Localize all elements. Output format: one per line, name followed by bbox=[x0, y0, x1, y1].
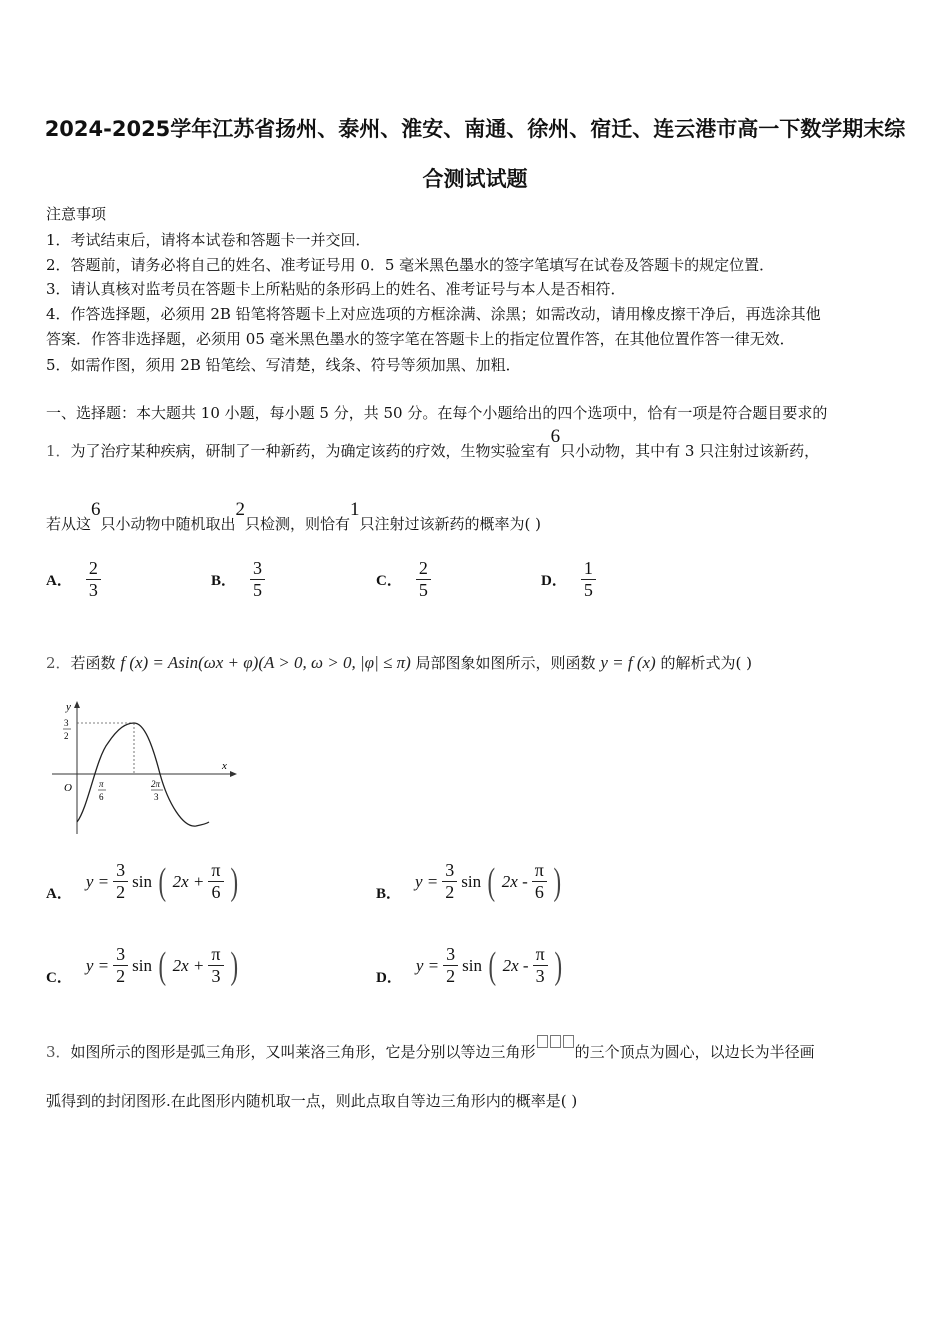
option-formula: y = $\frac{3}{2}$ sin ( 2x - $\frac{\pi}{3}$ ) bbox=[415, 944, 562, 987]
question-text: 局部图象如图所示，则函数 bbox=[415, 654, 596, 672]
math-number: 2 bbox=[235, 499, 246, 520]
notice-item: 5．如需作图，须用 2B 铅笔绘、写清楚，线条、符号等须加黑、加粗． bbox=[46, 356, 521, 374]
x-tick1-num: π bbox=[99, 779, 104, 789]
question-text: 为了治疗某种疾病，研制了一种新药，为确定该药的疗效，生物实验室有 bbox=[70, 442, 551, 460]
option-label: D． bbox=[376, 970, 402, 986]
question-text: 的解析式为( ) bbox=[660, 654, 752, 672]
y-tick-num: 3 bbox=[64, 718, 69, 728]
notice-heading: 注意事项 bbox=[46, 205, 107, 223]
fraction: $\frac{2}{5}$ bbox=[416, 558, 431, 601]
notice-item: 答案．作答非选择题，必须用 05 毫米黑色墨水的签字笔在答题卡上的指定位置作答，在其他位置作答一律无效． bbox=[46, 330, 795, 348]
option-formula: y = $\frac{3}{2}$ sin ( 2x + $\frac{\pi}{6}$ ) bbox=[85, 860, 238, 903]
option-label: D． bbox=[541, 573, 567, 589]
notice-item: 4．作答选择题，必须用 2B 铅笔将答题卡上对应选项的方框涂满、涂黑；如需改动，请用橡皮擦干净后，再选涂其他 bbox=[46, 305, 821, 323]
question-text: 的三个顶点为圆心，以边长为半径画 bbox=[574, 1043, 815, 1061]
option-label: C． bbox=[46, 970, 72, 986]
question-text: 只检测，则恰有 bbox=[245, 515, 351, 533]
option-label: B． bbox=[211, 573, 237, 589]
question-3-line2: 弧得到的封闭图形.在此图形内随机取一点，则此点取自等边三角形内的概率是( ) bbox=[46, 1092, 578, 1110]
function-expression: y = f (x) bbox=[600, 653, 656, 672]
sine-graph bbox=[48, 698, 248, 838]
question-1-line2 bbox=[46, 499, 542, 535]
y-axis-label: y bbox=[66, 701, 71, 713]
origin-label: O bbox=[64, 782, 72, 794]
y-tick-den: 2 bbox=[64, 731, 69, 741]
page-title-line1: 2024-2025学年江苏省扬州、泰州、淮安、南通、徐州、宿迁、连云港市高一下数学期末综 bbox=[44, 117, 906, 141]
question-text: 只小动物，其中有 3 只注射过该新药， bbox=[560, 442, 820, 460]
x-axis-arrow bbox=[230, 771, 237, 777]
math-number: 6 bbox=[550, 426, 561, 447]
fraction: $\frac{2}{3}$ bbox=[86, 558, 101, 601]
q2-option-a[interactable] bbox=[46, 860, 240, 903]
fraction: $\frac{3}{5}$ bbox=[250, 558, 265, 601]
q1-option-b[interactable] bbox=[211, 558, 265, 601]
q1-option-d[interactable] bbox=[541, 558, 596, 601]
page-title-line2: 合测试试题 bbox=[422, 167, 528, 191]
x-tick2-den: 3 bbox=[154, 792, 159, 802]
question-3-line1 bbox=[46, 1041, 815, 1062]
question-text: 只注射过该新药的概率为( ) bbox=[359, 515, 542, 533]
x-tick1-den: 6 bbox=[99, 792, 104, 802]
notice-item: 3．请认真核对监考员在答题卡上所粘贴的条形码上的姓名、准考证号与本人是否相符． bbox=[46, 280, 626, 298]
option-label: A． bbox=[46, 573, 72, 589]
notice-item: 1．考试结束后，请将本试卷和答题卡一并交回． bbox=[46, 231, 371, 249]
option-formula: y = $\frac{3}{2}$ sin ( 2x - $\frac{\pi}{6}$ ) bbox=[415, 860, 561, 903]
x-axis-label: x bbox=[222, 760, 227, 772]
question-text: 如图所示的图形是弧三角形，又叫莱洛三角形，它是分别以等边三角形 bbox=[70, 1043, 536, 1061]
question-text: 只小动物中随机取出 bbox=[100, 515, 236, 533]
x-tick2-num: 2π bbox=[151, 779, 161, 789]
math-number: 6 bbox=[91, 499, 101, 520]
option-label: A． bbox=[46, 886, 72, 902]
function-expression: f (x) = Asin(ωx + φ)(A > 0, ω > 0, |φ| ≤ π) bbox=[120, 653, 411, 672]
sine-curve bbox=[77, 723, 209, 826]
math-number: 1 bbox=[350, 499, 360, 520]
question-2-line1 bbox=[46, 652, 752, 673]
section-heading: 一、选择题：本大题共 10 小题，每小题 5 分，共 50 分。在每个小题给出的四个选项中，恰有一项是符合题目要求的 bbox=[46, 404, 828, 422]
missing-glyph-placeholder bbox=[536, 1037, 575, 1055]
option-formula: y = $\frac{3}{2}$ sin ( 2x + $\frac{\pi}{3}$ ) bbox=[85, 944, 238, 987]
q2-option-d[interactable] bbox=[376, 944, 564, 987]
question-number: 1． bbox=[46, 442, 71, 460]
question-1-line1 bbox=[46, 426, 820, 462]
question-text: 若从这 bbox=[46, 515, 92, 533]
q1-option-c[interactable] bbox=[376, 558, 431, 601]
q2-option-b[interactable] bbox=[376, 860, 564, 903]
option-label: C． bbox=[376, 573, 402, 589]
option-label: B． bbox=[376, 886, 402, 902]
question-number: 2． bbox=[46, 654, 71, 672]
q1-option-a[interactable] bbox=[46, 558, 101, 601]
question-text: 若函数 bbox=[70, 654, 116, 672]
notice-item: 2．答题前，请务必将自己的姓名、准考证号用 0．5 毫米黑色墨水的签字笔填写在试卷及答题卡的规定位置． bbox=[46, 256, 775, 274]
y-axis-arrow bbox=[74, 701, 80, 708]
q2-option-c[interactable] bbox=[46, 944, 240, 987]
question-number: 3． bbox=[46, 1043, 71, 1061]
fraction: $\frac{1}{5}$ bbox=[581, 558, 596, 601]
